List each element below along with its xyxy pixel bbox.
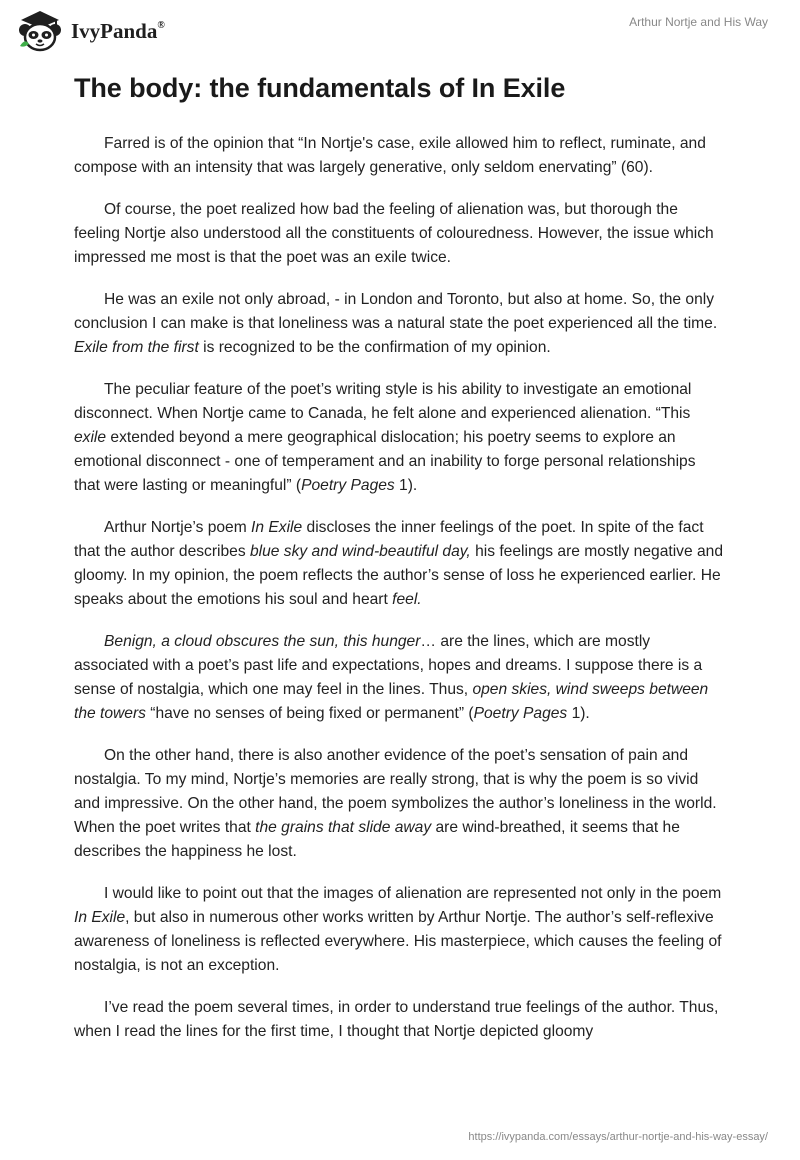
text-run: I’ve read the poem several times, in order to understand true feelings of the author. Thus, when I read the lines for the first time, I thought that Nortje depicted gloomy (74, 999, 719, 1040)
italic-text: Poetry Pages (473, 705, 568, 722)
italic-text: Exile from the first (74, 339, 199, 356)
text-run: his feelings are mostly negative and gloomy. In my opinion, the poem reflects the author’s sense of loss he experienced earlier. He speaks about the emotions his soul and heart (74, 543, 723, 608)
text-run: … are the lines, which are mostly associated with a poet’s past life and expectations, hopes and dreams. I suppose there is a sense of nostalgia, which one may feel in the lines. Thus, (74, 633, 703, 698)
text-run: I would like to point out that the images of alienation are represented not only in the poem (104, 885, 722, 902)
italic-text: feel. (392, 591, 422, 608)
paragraph (74, 288, 724, 360)
paragraph (74, 996, 724, 1044)
text-run: are wind-breathed, it seems that he describes the happiness he lost. (74, 819, 680, 860)
text-run: 1). (567, 705, 590, 722)
section-heading: The body: the fundamentals of In Exile (74, 73, 566, 103)
italic-text: open skies, wind sweeps between the towers (74, 681, 709, 722)
text-run: 1). (394, 477, 418, 494)
document-title: Arthur Nortje and His Way (629, 15, 768, 29)
text-run: Farred is of the opinion that “In Nortje's case, exile allowed him to reflect, ruminate, and compose with an intensity that was largely generative, only seldom enervating” (60). (74, 135, 706, 176)
text-run: On the other hand, there is also another evidence of the poet’s sensation of pain and nostalgia. To my mind, Nortje’s memories are really strong, that is why the poem is so vivid and impressive. On the other hand, the poem symbolizes the author’s loneliness in the world. When the poet writes that (74, 747, 717, 836)
page-header (0, 0, 800, 70)
italic-text: blue sky and wind-beautiful day, (249, 543, 471, 560)
text-run: The peculiar feature of the poet’s writing style is his ability to investigate an emotional disconnect. When Nortje came to Canada, he felt alone and experienced alienation. “This (74, 381, 692, 422)
ivypanda-logo[interactable] (15, 8, 165, 52)
italic-text: the grains that slide away (255, 819, 432, 836)
paragraph (74, 630, 724, 726)
text-run: “have no senses of being fixed or permanent” ( (145, 705, 474, 722)
italic-text: In Exile (74, 909, 126, 926)
paragraph (74, 516, 724, 612)
italic-text: Poetry Pages (301, 477, 395, 494)
paragraph (74, 198, 724, 270)
text-run: , but also in numerous other works written by Arthur Nortje. The author’s self-reflexive awareness of loneliness is reflected everywhere. His masterpiece, which causes the feeling of nostalgia, is not an exception. (74, 909, 722, 974)
italic-text: exile (74, 429, 107, 446)
paragraph (74, 744, 724, 864)
text-run: He was an exile not only abroad, - in London and Toronto, but also at home. So, the only conclusion I can make is that loneliness was a natural state the poet experienced all the time. (74, 291, 718, 332)
logo-text: IvyPanda® (71, 18, 165, 43)
paragraph (74, 132, 724, 180)
paragraph (74, 882, 724, 978)
source-url[interactable]: https://ivypanda.com/essays/arthur-nortje-and-his-way-essay/ (468, 1131, 768, 1143)
text-run: is recognized to be the confirmation of my opinion. (198, 339, 551, 356)
italic-text: Benign, a cloud obscures the sun, this hunger (104, 633, 421, 650)
essay-body (74, 132, 724, 1062)
text-run: discloses the inner feelings of the poet. In spite of the fact that the author describes (74, 519, 704, 560)
text-run: Of course, the poet realized how bad the feeling of alienation was, but thorough the feeling Nortje also understood all the constituents of colouredness. However, the issue which impressed me most is that the poet was an exile twice. (74, 201, 714, 266)
text-run: Arthur Nortje’s poem (104, 519, 252, 536)
italic-text: In Exile (251, 519, 303, 536)
paragraph (74, 378, 724, 498)
text-run: extended beyond a mere geographical dislocation; his poetry seems to explore an emotional disconnect - one of temperament and an inability to forge personal relationships that were lasting or meaningful” ( (74, 429, 696, 494)
panda-graduate-icon (15, 8, 65, 52)
